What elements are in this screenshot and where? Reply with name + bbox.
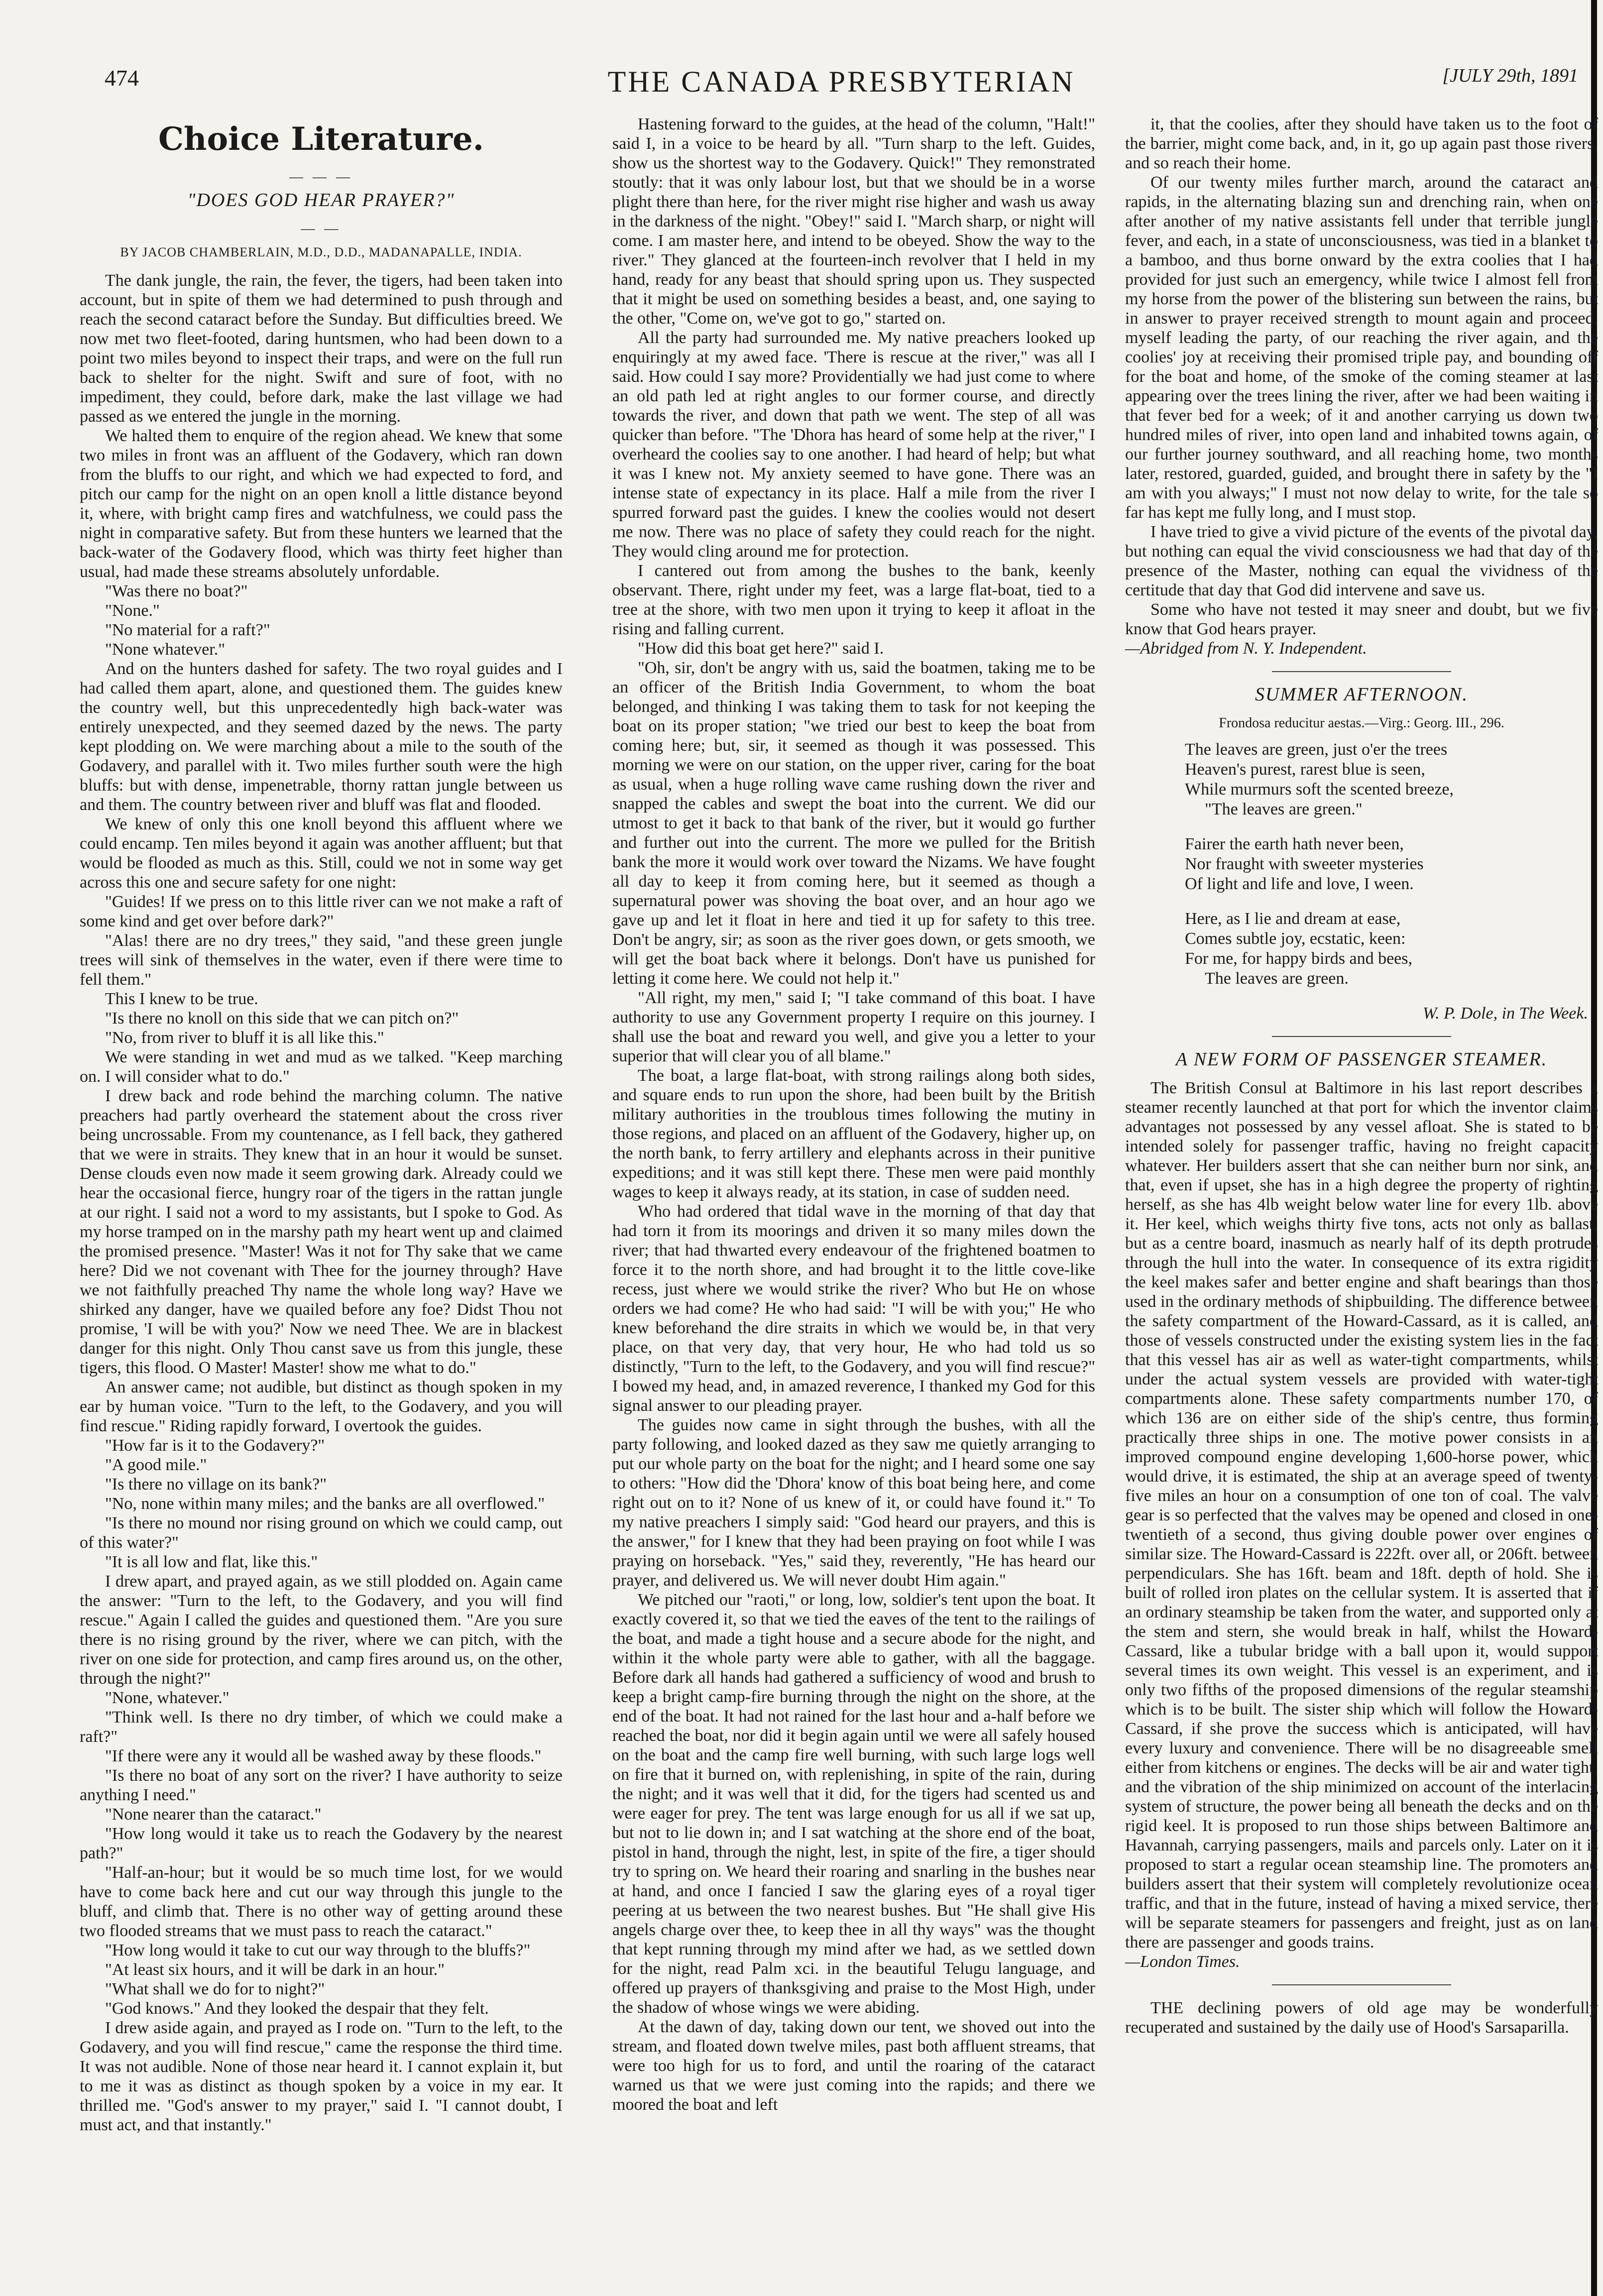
paragraph: "Half-an-hour; but it would be so much time lost, for we would have to come back here and cut our way through this jungle to the bluff, and climb that. There is no other way of getting around these two flooded streams that we must pass to reach the cataract." (80, 1863, 563, 1940)
paragraph: "None whatever." (105, 640, 226, 659)
paragraph: The British Consul at Baltimore in his last report describes a steamer recently launched at that port for which the inventor claims advantages not possessed by any vessel afloat. She is stated to be intended solely for passenger traffic, having no freight capacity whatever. Her builders assert that she can neither burn nor sink, and that, even if upset, she has in a high degree the property of righting herself, as she has 4lb weight below water line for every 1lb. above it. Her keel, which weighs thirty five tons, acts not only as ballast, but as a centre board, inasmuch as nearly half of its depth protrudes through the hull into the water. In consequence of its extra rigidity the keel makes safer and better engine and shaft bearings than those used in the ordinary methods of shipbuilding. The difference between the safety compartment of the Howard-Cassard, as it is called, and those of vessels constructed under the existing system lies in the fact that this vessel has air as well as water-tight compartments, whilst under the actual system vessels are provided with water-tight compartments alone. These safety compartments number 170, of which 136 are on either side of the ship's centre, thus forming practically three ships in one. The motive power consists in an improved compound engine developing 1,600-horse power, which would drive, it is estimated, the ship at an average speed of twenty-five miles an hour on a consumption of one ton of coal. The valve gear is so perfected that the valves may be opened and closed in one-twentieth of a second, thus giving double power over engines of similar size. The Howard-Cassard is 222ft. over all, or 206ft. between perpendiculars. She has 16ft. beam and 18ft. depth of hold. She is built of rolled iron plates on the cellular system. It is asserted that if an ordinary steamship be taken from the water, and supported only at the stem and stern, she would break in half, whilst the Howard-Cassard, like a tubular bridge with a ball upon it, would support several times its own weight. This vessel is an experiment, and is only two fifths of the proposed dimensions of the regular steamship which is to be built. The sister ship which will follow the Howard-Cassard, if she prove the success which is anticipated, will have every luxury and convenience. There will be no disagreeable smell either from kitchens or engines. The decks will be air and water tight, and the vibration of the ship minimized on account of the interlacing system of structure, the power being all beneath the decks and on the rigid keel. It is proposed to run those ships between Baltimore and Havannah, carrying passengers, mails and parcels only. Later on it is proposed to start a regular ocean steamship line. The promoters and builders assert that their system will completely revolutionize ocean traffic, and that in the future, instead of having a mixed service, there will be separate steamers for passengers and freight, just as on land there are passenger and goods trains. (1125, 1079, 1598, 1952)
paragraph: "Guides! If we press on to this little river can we not make a raft of some kind and get over before dark?" (80, 893, 563, 930)
paragraph: The boat, a large flat-boat, with strong railings along both sides, and square ends to run upon the shore, had been built by the British military authorities in the troublous times following the mutiny in those regions, and placed on an affluent of the Godavery, higher up, on the north bank, to ferry artillery and elephants across in their punitive expeditions; and it was still kept there. These men were paid monthly wages to keep it always ready, at its station, in case of sudden need. (612, 1066, 1095, 1201)
paragraph: "No, from river to bluff it is all like this." (105, 1029, 384, 1047)
issue-date: [JULY 29th, 1891 (1442, 65, 1578, 86)
paragraph: "None." (105, 601, 160, 620)
paragraph: We knew of only this one knoll beyond this affluent where we could encamp. Ten miles beyond it again was another affluent; but that would be flooded as much as this. Still, could we not in some way get across this one and secure safety for one night: (80, 815, 563, 892)
paragraph: The dank jungle, the rain, the fever, the tigers, had been taken into account, but in spite of them we had determined to push through and reach the second cataract before the Sunday. But difficulties breed. We now met two fleet-footed, daring huntsmen, who had been down to a point two miles beyond to inspect their traps, and were on the full run back to shelter for the night. Swift and sure of foot, with no impediment, they could, before dark, make the last village we had passed as we entered the jungle in the morning. (80, 271, 563, 426)
section-heading: Choice Literature. (158, 120, 484, 158)
poem-line: Nor fraught with sweeter mysteries (1185, 855, 1424, 873)
paragraph: "Oh, sir, don't be angry with us, said the boatmen, taking me to be an officer of the British India Government, to whom the boat belonged, and thinking I was taking them to task for not keeping the boat on its proper station; "we tried our best to keep the boat from coming here; but, sir, it seemed as though it was possessed. This morning we were on our station, on the upper river, caring for the boat as usual, when a huge rolling wave came rushing down the river and snapped the cables and swept the boat into the current. We did our utmost to get it back to that bank of the river, but it would go further and further out into the current. The more we pulled for the British bank the more it would work over toward the Nizams. We have fought all day to keep it from coming here, but it seemed as though a supernatural power was shoving the boat over, and an hour ago we gave up and let it float in here and tied it up for safety to this tree. Don't be angry, sir; as soon as the river goes down, or gets smooth, we will get the boat back where it belongs. Don't have us punished for letting it come here. We could not help it." (612, 659, 1095, 988)
poem-line: While murmurs soft the scented breeze, (1185, 780, 1454, 799)
paragraph: I drew back and rode behind the marching column. The native preachers had partly overheard the statement about the cross river being uncrossable. From my countenance, as I fell back, they gathered that we were in straits. They knew that in an hour it would be sunset. Dense clouds even now made it seem growing dark. Already could we hear the occasional fierce, hungry roar of the tigers in the rattan jungle at our right. I said not a word to my assistants, but I spoke to God. As my horse tramped on in the marshy path my heart went up and claimed the promised presence. "Master! Was it not for Thy sake that we came here? Did we not covenant with Thee for the journey through? Have we not faithfully preached Thy name the whole long way? Have we shirked any danger, have we quailed before any foe? Didst Thou not promise, 'I will be with you?' Now we need Thee. We are in blackest danger for this night. Only Thou canst save us from this jungle, these tigers, this flood. O Master! Master! show me what to do." (80, 1087, 563, 1377)
paragraph: Some who have not tested it may sneer and doubt, but we five know that God hears prayer. (1125, 600, 1598, 638)
poem-line: Of light and life and love, I ween. (1185, 875, 1414, 893)
page-header (105, 65, 1578, 110)
paragraph: At the dawn of day, taking down our tent, we shoved out into the stream, and floated down twelve miles, past both affluent streams, that were too high for us to ford, and until the roaring of the cataract warned us that we were just coming into the rapids; and there we moored the boat and left (612, 2018, 1095, 2114)
article-title: "DOES GOD HEAR PRAYER?" (187, 190, 455, 211)
paragraph: "Think well. Is there no dry timber, of which we could make a raft?" (80, 1708, 563, 1746)
poem-line: Here, as I lie and dream at ease, (1185, 910, 1401, 928)
article-body-part-3 (1125, 115, 1598, 639)
paragraph: "A good mile." (105, 1456, 207, 1474)
paragraph: I cantered out from among the bushes to the bank, keenly observant. There, right under my feet, was a large flat-boat, tied to a tree at the shore, with two men upon it trying to keep it afloat in the rising and falling current. (612, 562, 1095, 638)
poem-body (1125, 740, 1598, 989)
paragraph: "What shall we do for to night?" (105, 1980, 325, 1998)
poem-line: Comes subtle joy, ecstatic, keen: (1185, 929, 1406, 948)
paragraph: I have tried to give a vivid picture of the events of the pivotal day, but nothing can equal the vivid consciousness we had that day of the presence of the Master, nothing can equal the vividness of the certitude that day that God did intervene and save us. (1125, 523, 1598, 599)
paragraph: "Was there no boat?" (105, 582, 248, 600)
divider: — — — (289, 169, 353, 185)
paragraph: "How did this boat get here?" said I. (638, 639, 884, 658)
article-body-part-1 (80, 271, 563, 2135)
paper-title: THE CANADA PRESBYTERIAN (607, 65, 1075, 98)
poem-line: The leaves are green. (1205, 969, 1349, 988)
column-2 (612, 115, 1095, 2114)
paragraph: "At least six hours, and it will be dark in an hour." (105, 1960, 445, 1979)
divider-rule (1272, 1984, 1451, 1985)
paragraph: "Is there no mound nor rising ground on which we could camp, out of this water?" (80, 1514, 563, 1552)
paragraph: The guides now came in sight through the bushes, with all the party following, and looked dazed as they saw me quietly arranging to put our whole party on the boat for the night; and I heard some one say to others: "How did the 'Dhora' know of this boat being here, and come right out on to it? None of us knew of it, or could have found it." To my native preachers I simply said: "God heard our prayers, and this is the answer," for I knew that they had been praying on foot while I was praying on horseback. "Yes," said they, reverently, "He has heard our prayer, and delivered us. We will never doubt Him again." (612, 1416, 1095, 1590)
paragraph: "How long would it take us to reach the Godavery by the nearest path?" (80, 1825, 563, 1862)
poem-stanza (1185, 909, 1598, 989)
steamer-article-body (1125, 1078, 1598, 1952)
paragraph: "How long would it take to cut our way through to the bluffs?" (105, 1941, 531, 1959)
paragraph: Of our twenty miles further march, around the cataract and rapids, in the alternating blazing sun and drenching rain, when one after another of my native assistants fell under that terrible jungle fever, and each, in a state of unconsciousness, was tied in a blanket to a bamboo, and thus borne onward by the extra coolies that I had provided for just such an emergency, while twice I almost fell from my horse from the power of the blistering sun between the rains, but in answer to prayer received strength to mount again and proceed, myself leading the party, of our reaching the river again, and the coolies' joy at receiving their promised triple pay, and bounding off for the boat and home, of the smoke of the coming steamer at last appearing over the trees lining the river, after we had been waiting in that fever bed for a week; of it and another carrying us down two hundred miles of river, into open land and inhabited towns again, of our further journey southward, and all reaching home, two months later, restored, guarded, guided, and brought there in safety by the "I am with you always;" I must not now delay to write, for the tale so far has kept me fully long, and I must stop. (1125, 173, 1598, 522)
poem-line: "The leaves are green." (1205, 800, 1363, 818)
poem-credit: W. P. Dole, in The Week. (1422, 1004, 1588, 1023)
paragraph: Who had ordered that tidal wave in the morning of that day that had torn it from its moorings and driven it so many miles down the river; that had thwarted every endeavour of the frightened boatmen to force it to the north shore, and had brought it to the little cove-like recess, just where we would strike the river? Who but He on whose orders we had come? He who had said: "I will be with you;" He who knew beforehand the dire straits in which we would be, in that very place, on that very day, that very hour, He who had told us so distinctly, "Turn to the left, to the Godavery, and you will find rescue?" I bowed my head, and, in amazed reverence, I thanked my God for this signal answer to our pleading prayer. (612, 1202, 1095, 1415)
divider-rule (1272, 1036, 1451, 1037)
advertisement-notice: THE declining powers of old age may be wonderfully recuperated and sustained by the daily use of Hood's Sarsaparilla. (1125, 1999, 1598, 2037)
paragraph: An answer came; not audible, but distinct as though spoken in my ear by human voice. "Turn to the left, to the Godavery, and you will find rescue." Riding rapidly forward, I overtook the guides. (80, 1378, 563, 1435)
article-credit: —Abridged from N. Y. Independent. (1125, 639, 1367, 658)
paragraph: "Alas! there are no dry trees," they said, "and these green jungle trees will sink of themselves in the water, even if there were time to fell them." (80, 931, 563, 989)
paragraph: "Is there no knoll on this side that we can pitch on?" (105, 1009, 459, 1028)
paragraph: We halted them to enquire of the region ahead. We knew that some two miles in front was an affluent of the Godavery, which ran down from the bluffs to our right, and which we had expected to ford, and pitch our camp for the night on an open knoll a little distance beyond it, where, with bright camp fires and watchfulness, we could pass the night in comparative safety. But from these hunters we learned that the back-water of the Godavery flood, which was thirty feet higher than usual, had made these streams absolutely unfordable. (80, 427, 563, 581)
article-byline: BY JACOB CHAMBERLAIN, M.D., D.D., MADANAPALLE, INDIA. (120, 245, 522, 259)
paragraph: And on the hunters dashed for safety. The two royal guides and I had called them apart, alone, and questioned them. The guides knew the country well, but this unprecedentedly high back-water was entirely unexpected, and they seemed dazed by the news. The party kept plodding on. We were marching about a mile to the south of the Godavery, and parallel with it. Two miles further south were the high bluffs: but with dense, impenetrable, thorny rattan jungle between us and them. The country between river and bluff was flat and flooded. (80, 660, 563, 814)
poem-line: The leaves are green, just o'er the trees (1185, 740, 1448, 759)
paragraph: "It is all low and flat, like this." (105, 1553, 318, 1571)
column-3 (1125, 115, 1598, 2037)
paragraph: "No material for a raft?" (105, 621, 270, 639)
paragraph: "None, whatever." (105, 1689, 229, 1707)
poem-line: Heaven's purest, rarest blue is seen, (1185, 760, 1425, 779)
poem-line: For me, for happy birds and bees, (1185, 949, 1413, 968)
paragraph: "If there were any it would all be washed away by these floods." (105, 1747, 542, 1765)
article-body-part-2 (612, 115, 1095, 2114)
paragraph: "How far is it to the Godavery?" (105, 1436, 325, 1455)
steamer-article-credit: —London Times. (1125, 1952, 1240, 1971)
paragraph: "All right, my men," said I; "I take command of this boat. I have authority to use any Government property I require on this journey. I shall use the boat and reward you well, and give you a letter to your superior that will clear you of all blame." (612, 989, 1095, 1065)
paragraph: I drew aside again, and prayed as I rode on. "Turn to the left, to the Godavery, and you will find rescue," came the response the third time. It was not audible. None of those near heard it. I cannot explain it, but to me it was as distinct as though spoken by a voice in my ear. It thrilled me. "God's answer to my prayer," said I. "I cannot doubt, I must act, and that instantly." (80, 2019, 563, 2134)
paragraph: "No, none within many miles; and the banks are all overflowed." (105, 1494, 545, 1513)
poem-line: Fairer the earth hath never been, (1185, 835, 1404, 853)
paragraph: Hastening forward to the guides, at the head of the column, "Halt!" said I, in a voice to be heard by all. "Turn sharp to the left. Guides, show us the shortest way to the Godavery. Quick!" They remonstrated stoutly: that it was only labour lost, but that we should be in a worse plight there than here, for the river might rise higher and wash us away in the darkness of the night. "Obey!" said I. "March sharp, or night will come. I am master here, and intend to be obeyed. Show the way to the river." They glanced at the fourteen-inch revolver that I held in my hand, ready for any beast that should spring upon us. They suspected that it might be used on something besides a beast, and, one saying to the other, "Come on, we've got to go," started on. (612, 115, 1095, 328)
poem-stanza (1185, 834, 1598, 894)
page-number: 474 (105, 65, 139, 91)
paragraph: We pitched our "raoti," or long, low, soldier's tent upon the boat. It exactly covered it, so that we tied the eaves of the tent to the railings of the boat, and made a tight house and a secure abode for the night, and within it the whole party were able to gather, with all the baggage. Before dark all hands had gathered a sufficiency of wood and brush to keep a bright camp-fire burning through the night on the shore, at the end of the boat. It had not rained for the last hour and a-half before we reached the boat, nor did it begin again until we were all safely housed on the boat and the camp fire well burning, with such large logs well on fire that it burned on, with replenishing, in spite of the rain, during the night; and it was well that it did, for the tigers had scented us and were eager for prey. The tent was large enough for us all if we sat up, but not to lie down in; and I sat watching at the shore end of the boat, pistol in hand, through the night, lest, in spite of the fire, a tiger should try to spring on. We heard their roaring and snarling in the bushes near at hand, and once I fancied I saw the glaring eyes of a royal tiger peering at us between the two nearest bushes. But "He shall give His angels charge over thee, to keep thee in all thy ways" was the thought that kept running through my mind after we had, as we settled down for the night, read Palm xci. in the beautiful Telugu language, and offered up prayers of thanksgiving and praise to the Most High, under the shadow of whose wings we were abiding. (612, 1591, 1095, 2017)
paragraph: This I knew to be true. (105, 990, 258, 1008)
paragraph: We were standing in wet and mud as we talked. "Keep marching on. I will consider what to do." (80, 1048, 563, 1086)
paragraph: All the party had surrounded me. My native preachers looked up enquiringly at my awed face. 'There is rescue at the river," was all I said. How could I say more? Providentially we had just come to where an old path led at right angles to our former course, and directly towards the river, and down that path we went. The step of all was quicker than before. "The 'Dhora has heard of some help at the river," I overheard the coolies say to one another. I had heard of help; but what it was I knew not. My anxiety seemed to have gone. There was an intense state of expectancy in its place. Half a mile from the river I spurred forward past the guides. I knew the coolies would not desert me now. There was no place of safety they could reach for the night. They would cling around me for protection. (612, 329, 1095, 561)
paragraph: "None nearer than the cataract." (105, 1805, 322, 1824)
column-1 (80, 115, 563, 2135)
paragraph: "Is there no village on its bank?" (105, 1475, 327, 1493)
poem-title: SUMMER AFTERNOON. (1255, 684, 1469, 705)
poem-stanza (1185, 740, 1598, 819)
paragraph: it, that the coolies, after they should have taken us to the foot of the barrier, might come back, and, in it, go up again past those rivers, and so reach their home. (1125, 115, 1598, 172)
divider: — — (301, 221, 342, 236)
paragraph: "God knows." And they looked the despair that they felt. (105, 1999, 489, 2018)
paragraph: I drew apart, and prayed again, as we still plodded on. Again came the answer: "Turn to the left, to the Godavery, and you will find rescue." Again I called the guides and questioned them. "Are you sure there is no rising ground by the river, where we can pitch, with the river on one side for protection, and camp fires around us, on the other, through the night?" (80, 1572, 563, 1688)
poem-epigraph: Frondosa reducitur aestas.—Virg.: Georg. III., 296. (1219, 715, 1504, 731)
steamer-article-title: A NEW FORM OF PASSENGER STEAMER. (1175, 1049, 1548, 1070)
paragraph: "Is there no boat of any sort on the river? I have authority to seize anything I need." (80, 1766, 563, 1804)
divider-rule (1272, 671, 1451, 672)
